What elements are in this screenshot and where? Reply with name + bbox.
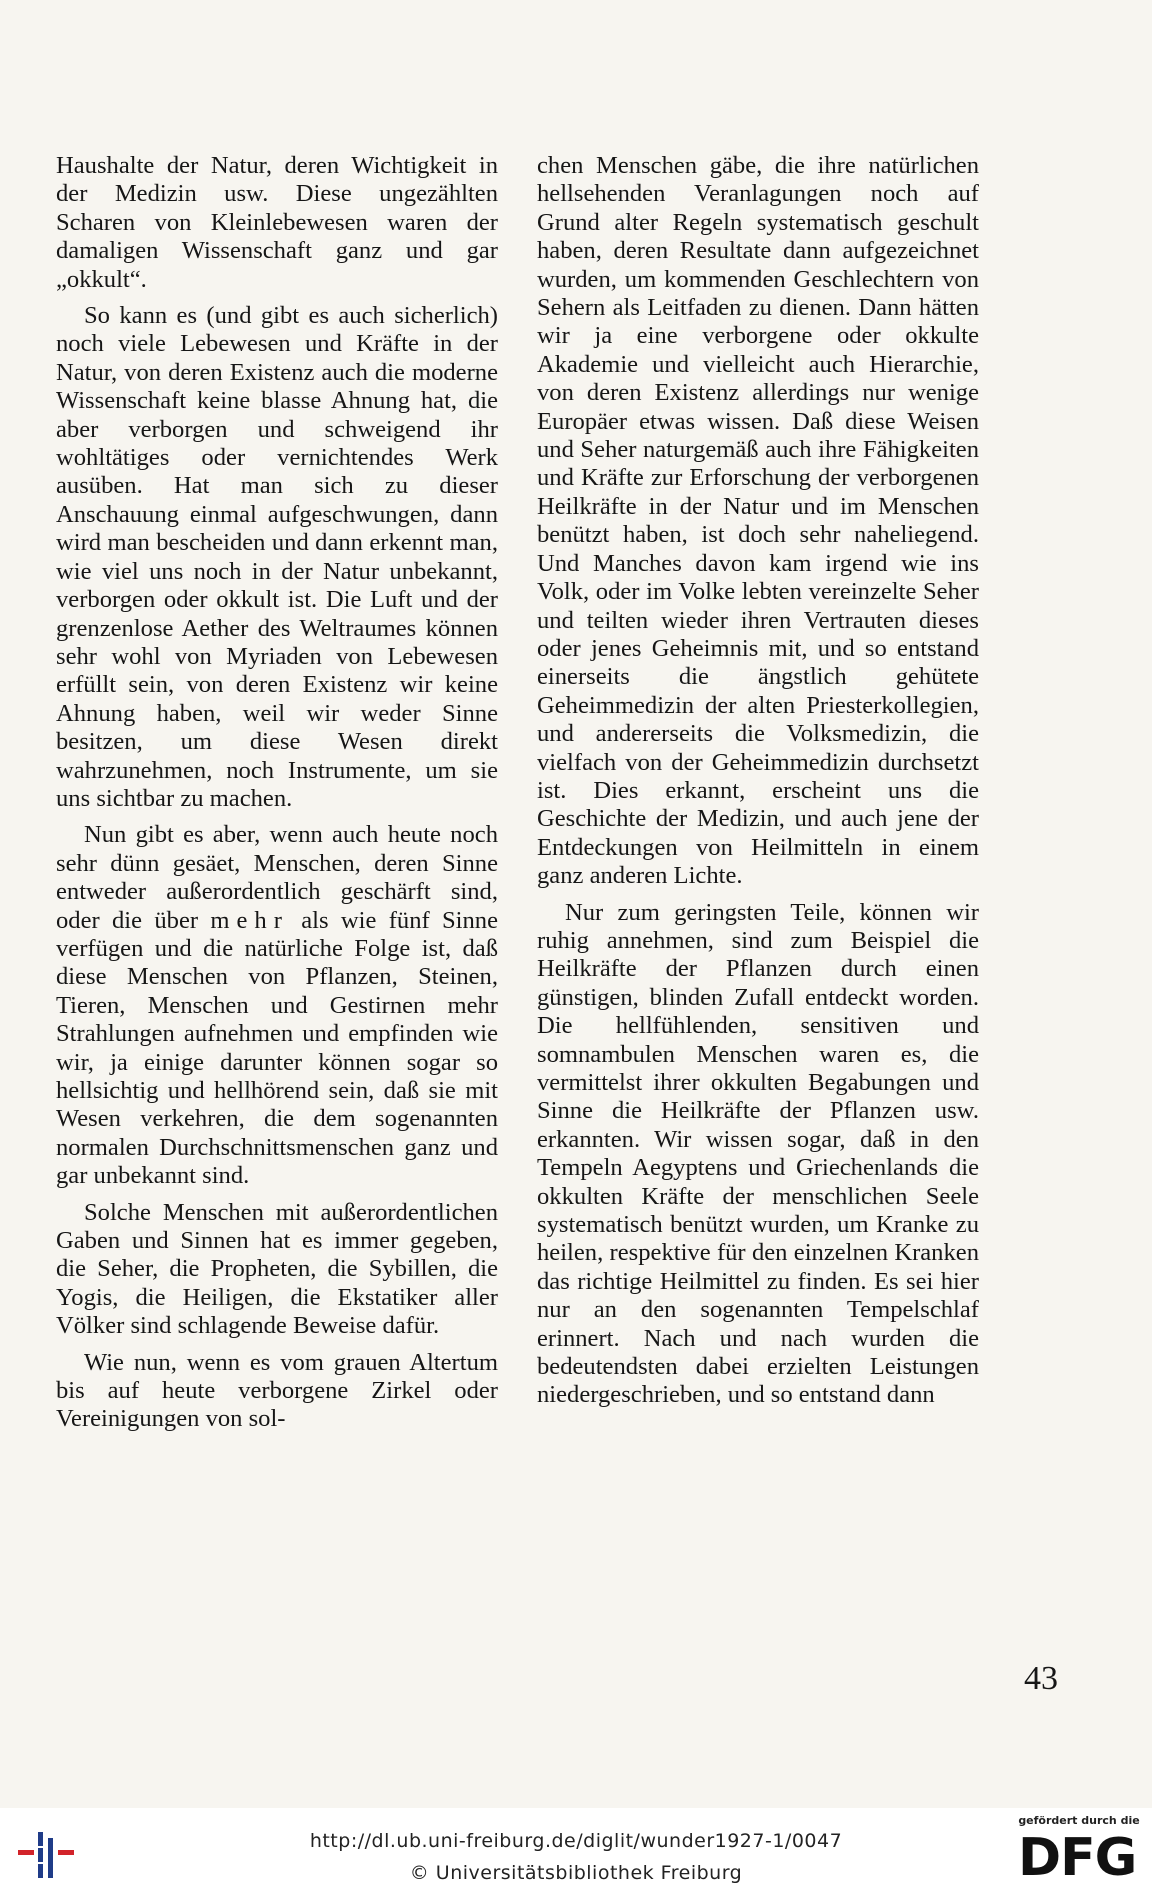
left-text-column bbox=[56, 152, 498, 1442]
page-number: 43 bbox=[1024, 1660, 1058, 1697]
right-text-column bbox=[537, 152, 979, 1418]
paragraph-text: als wie fünf Sinne verfügen und die natürliche Folge ist, daß diese Menschen von Pflanzen, Steinen, Tieren, Menschen und Gestirnen mehr Strahlungen aufnehmen und empfinden wie wir, ja einige darunter können sogar so hellsichtig und hellhörend sein, daß sie mit Wesen verkehren, die dem sogenannten normalen Durchschnittsmenschen ganz und gar unbekannt sind. bbox=[56, 906, 499, 1190]
copyright-notice: © Universitätsbibliothek Freiburg bbox=[409, 1862, 743, 1884]
paragraph: Haushalte der Natur, deren Wichtigkeit in der Medizin usw. Diese ungezählten Scharen von Kleinlebewesen waren der damaligen Wissenschaft ganz und gar „okkult“. bbox=[56, 152, 498, 293]
dfg-badge[interactable] bbox=[1014, 1814, 1144, 1890]
dfg-funding-label: gefördert durch die bbox=[1018, 1814, 1140, 1827]
paragraph: Solche Menschen mit außerordentlichen Gaben und Sinnen hat es immer gegeben, die Seher, die Propheten, die Sybillen, die Yogis, die Heiligen, die Ekstatiker aller Völker sind schlagende Beweise dafür. bbox=[56, 1198, 498, 1340]
paragraph: Nur zum geringsten Teile, können wir ruhig annehmen, sind zum Beispiel die Heilkräfte der Pflanzen durch einen günstigen, blinden Zufall entdeckt worden. Die hellfühlenden, sensitiven und somnambulen Menschen waren es, die vermittelst ihrer okkulten Begabungen und Sinne die Heilkräfte der Pflanzen usw. erkannten. Wir wissen sogar, daß in den Tempeln Aegyptens und Griechenlands die okkulten Kräfte der menschlichen Seele systematisch benützt wurden, um Kranke zu heilen, respektive für den einzelnen Kranken das richtige Heilmittel zu finden. Es sei hier nur an den sogenannten Tempelschlaf erinnert. Nach und nach wurden die bedeutendsten dabei erzielten Leistungen niedergeschrieben, und so entstand dann bbox=[537, 898, 979, 1409]
paragraph bbox=[56, 821, 498, 1190]
dfg-logo-text: DFG bbox=[1018, 1828, 1137, 1888]
emphasized-word: mehr bbox=[210, 906, 289, 934]
paragraph: Wie nun, wenn es vom grauen Altertum bis auf heute verborgene Zirkel oder Vereinigungen von sol- bbox=[56, 1348, 498, 1433]
paragraph: So kann es (und gibt es auch sicherlich) noch viele Lebewesen und Kräfte in der Natur, von deren Existenz auch die moderne Wissenschaft keine blasse Ahnung hat, die aber verborgen und schweigend ihr wohltätiges oder vernichtendes Werk ausüben. Hat man sich zu dieser Anschauung einmal aufgeschwungen, dann wird man bescheiden und dann erkennt man, wie viel uns noch in der Natur unbekannt, verborgen oder okkult ist. Die Luft und der grenzenlose Aether des Weltraumes können sehr wohl von Myriaden von Lebewesen erfüllt sein, von deren Existenz wir keine Ahnung haben, weil wir weder Sinne besitzen, um diese Wesen direkt wahrzunehmen, noch Instrumente, um sie uns sichtbar zu machen. bbox=[56, 302, 498, 812]
viewer-footer bbox=[0, 1808, 1152, 1894]
paragraph: chen Menschen gäbe, die ihre natürlichen hellsehenden Veranlagungen noch auf Grund alter Regeln systematisch geschult haben, deren Resultate dann aufgezeichnet wurden, um kommenden Geschlechtern von Sehern als Leitfaden zu dienen. Dann hätten wir ja eine verborgene oder okkulte Akademie und vielleicht auch Hierarchie, von deren Existenz allerdings nur wenige Europäer etwas wissen. Daß diese Weisen und Seher naturgemäß auch ihre Fähigkeiten und Kräfte zur Erforschung der verborgenen Heilkräfte in der Natur und im Menschen benützt haben, ist doch sehr naheliegend. Und Manches davon kam irgend wie ins Volk, oder im Volke lebten vereinzelte Seher und teilten wieder ihren Vertrauten dieses oder jenes Geheimnis mit, und so entstand einerseits die ängstlich gehütete Geheimmedizin der alten Priesterkollegien, und andererseits die Volksmedizin, die vielfach von der Geheimmedizin durchsetzt ist. Dies erkannt, erscheint uns die Geschichte der Medizin, und auch jene der Entdeckungen von Heilmitteln in einem ganz anderen Lichte. bbox=[537, 152, 979, 890]
paragraph-text: Nun gibt es aber, wenn auch heute noch sehr dünn gesäet, Menschen, deren Sinne entweder außerordentlich geschärft sind, oder die über bbox=[56, 821, 498, 934]
permalink-url[interactable]: http://dl.ub.uni-freiburg.de/diglit/wunder1927-1/0047 bbox=[309, 1830, 843, 1852]
